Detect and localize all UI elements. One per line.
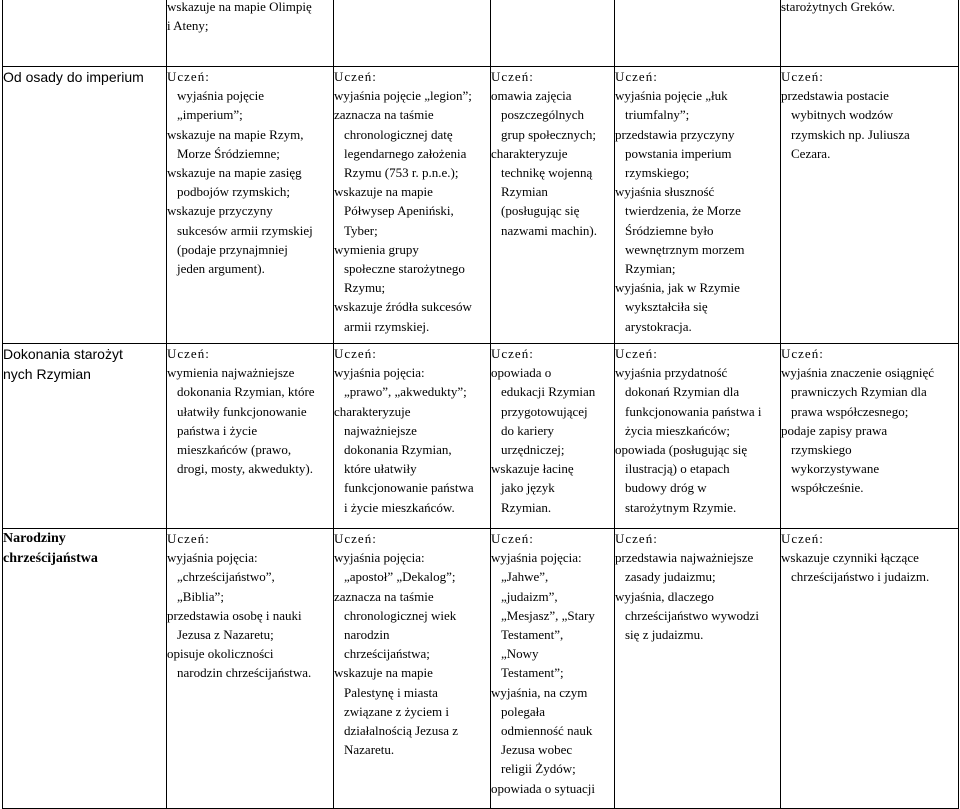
- student-label: Uczeń:: [491, 69, 534, 84]
- topic-cell: [3, 67, 167, 344]
- requirement-line: Rzymu (753 r. p.n.e.);: [344, 165, 459, 181]
- requirement-line: urzędniczej;: [501, 442, 565, 458]
- requirement-line: wyjaśnia pojęcia:: [334, 550, 425, 566]
- requirement-line: Testament”;: [501, 665, 564, 681]
- requirement-line: starożytnych Greków.: [781, 0, 895, 14]
- requirement-line: dokonań Rzymian dla: [625, 384, 740, 400]
- requirement-line: które ułatwiły: [344, 461, 417, 477]
- requirement-line: wskazuje na mapie: [334, 184, 433, 200]
- requirement-line: opowiada o: [491, 365, 552, 381]
- requirement-line: technikę wojenną: [501, 165, 593, 181]
- requirement-line: prawa współczesnego;: [791, 403, 909, 419]
- student-label: Uczeń:: [167, 346, 210, 361]
- requirement-line: funkcjonowanie państwa: [344, 480, 474, 496]
- requirement-line: działalnością Jezusa z: [344, 723, 459, 739]
- requirement-line: charakteryzuje: [334, 403, 411, 419]
- student-label: Uczeń:: [781, 346, 824, 361]
- requirement-line: ułatwiły funkcjonowanie: [177, 403, 307, 419]
- student-label: Uczeń:: [491, 346, 534, 361]
- requirement-line: Rzymian.: [501, 499, 552, 515]
- requirement-line: przedstawia osobę i nauki: [167, 607, 302, 623]
- level-5-cell: [781, 0, 959, 67]
- requirement-line: Śródziemne było: [625, 222, 714, 238]
- requirement-line: wykształciła się: [625, 299, 708, 315]
- requirement-line: nazwami machin).: [501, 222, 598, 238]
- table-row-narodziny: [3, 529, 959, 809]
- requirement-line: „prawo”, „akwedukty”;: [344, 384, 467, 400]
- requirement-line: sukcesów armii rzymskiej: [177, 222, 313, 238]
- requirement-line: wskazuje łacinę: [491, 461, 574, 477]
- requirement-line: wyjaśnia znaczenie osiągnięć: [781, 365, 935, 381]
- requirement-line: legendarnego założenia: [344, 145, 467, 161]
- requirement-line: chronologicznej datę: [344, 126, 453, 142]
- requirement-line: Rzymu;: [344, 280, 386, 296]
- requirement-line: chrześcijaństwo i judaizm.: [791, 569, 930, 585]
- requirement-line: się z judaizmu.: [625, 627, 704, 643]
- requirement-line: zaznacza na taśmie: [334, 107, 434, 123]
- requirement-line: Jezusa wobec: [501, 742, 573, 758]
- requirement-line: prawniczych Rzymian dla: [791, 384, 927, 400]
- requirement-line: wybitnych wodzów: [791, 107, 894, 123]
- requirement-line: grup społecznych;: [501, 126, 596, 142]
- level-3-cell: [491, 529, 615, 809]
- requirement-line: „Jahwe”,: [501, 569, 549, 585]
- level-2-cell: [334, 67, 491, 344]
- requirement-line: państwa i życie: [177, 422, 258, 438]
- requirement-line: odmienność nauk: [501, 723, 593, 739]
- requirement-line: przedstawia postacie: [781, 88, 889, 104]
- requirement-line: i Ateny;: [167, 18, 209, 34]
- level-1-cell: [167, 344, 334, 529]
- level-5-cell: [781, 529, 959, 809]
- requirement-line: religii Żydów;: [501, 761, 576, 777]
- requirement-line: i życie mieszkańców.: [344, 499, 455, 515]
- requirement-line: budowy dróg w: [625, 480, 707, 496]
- topic-title: Narodziny: [3, 531, 66, 546]
- requirement-line: „imperium”;: [177, 107, 243, 123]
- level-4-cell: [615, 344, 781, 529]
- requirement-line: chrześcijaństwo wywodzi: [625, 607, 759, 623]
- requirement-line: życia mieszkańców;: [625, 422, 731, 438]
- level-4-cell: [615, 67, 781, 344]
- requirement-line: współcześnie.: [791, 480, 864, 496]
- requirement-line: jako język: [501, 480, 555, 496]
- requirement-line: wskazuje na mapie Rzym,: [167, 126, 304, 142]
- level-3-cell: [491, 344, 615, 529]
- requirement-line: wyjaśnia pojęcie: [177, 88, 264, 104]
- requirement-line: dokonania Rzymian, które: [177, 384, 315, 400]
- requirement-line: Testament”,: [501, 627, 564, 643]
- level-1-cell: [167, 0, 334, 67]
- requirement-line: funkcjonowania państwa i: [625, 403, 762, 419]
- level-1-cell: [167, 529, 334, 809]
- requirement-line: Palestynę i miasta: [344, 684, 438, 700]
- requirement-line: mieszkańców (prawo,: [177, 442, 292, 458]
- requirement-line: przedstawia przyczyny: [615, 126, 735, 142]
- requirement-line: narodzin: [344, 627, 390, 643]
- student-label: Uczeń:: [334, 346, 377, 361]
- requirement-line: narodzin chrześcijaństwa.: [177, 665, 312, 681]
- student-label: Uczeń:: [615, 346, 658, 361]
- requirement-line: Cezara.: [791, 145, 831, 161]
- requirement-line: wyjaśnia pojęcia:: [491, 550, 582, 566]
- topic-title: Dokonania starożyt: [3, 346, 123, 362]
- requirement-line: armii rzymskiej.: [344, 318, 430, 334]
- requirement-line: przedstawia najważniejsze: [615, 550, 754, 566]
- requirement-line: wskazuje czynniki łączące: [781, 550, 919, 566]
- requirement-line: wewnętrznym morzem: [625, 241, 745, 257]
- requirement-line: chrześcijaństwa;: [344, 646, 430, 662]
- requirement-line: społeczne starożytnego: [344, 261, 465, 277]
- topic-cell: [3, 529, 167, 809]
- requirement-line: (posługując się: [501, 203, 580, 219]
- table-body: [3, 0, 959, 809]
- topic-title: nych Rzymian: [3, 366, 91, 382]
- requirement-line: ilustracją) o etapach: [625, 461, 730, 477]
- topic-cell: [3, 344, 167, 529]
- requirement-line: „Mesjasz”, „Stary: [501, 607, 595, 623]
- student-label: Uczeń:: [781, 69, 824, 84]
- requirement-line: wskazuje na mapie Olimpię: [167, 0, 312, 14]
- student-label: Uczeń:: [615, 69, 658, 84]
- table-row-partial: [3, 0, 959, 67]
- requirement-line: rzymskiego: [791, 442, 852, 458]
- requirement-line: wskazuje źródła sukcesów: [334, 299, 472, 315]
- student-label: Uczeń:: [781, 531, 824, 546]
- requirement-line: wyjaśnia przydatność: [615, 365, 728, 381]
- requirement-line: wyjaśnia, jak w Rzymie: [615, 280, 740, 296]
- requirement-line: wskazuje na mapie zasięg: [167, 165, 302, 181]
- requirement-line: omawia zajęcia: [491, 88, 572, 104]
- requirement-line: wyjaśnia, na czym: [491, 684, 588, 700]
- requirement-line: „Nowy: [501, 646, 539, 662]
- requirement-line: wyjaśnia pojęcie „łuk: [615, 88, 728, 104]
- requirement-line: powstania imperium: [625, 145, 732, 161]
- requirement-line: poszczególnych: [501, 107, 585, 123]
- requirement-line: chronologicznej wiek: [344, 607, 457, 623]
- requirement-line: „judaizm”,: [501, 588, 558, 604]
- requirement-line: Rzymian;: [625, 261, 676, 277]
- requirement-line: „chrześcijaństwo”,: [177, 569, 275, 585]
- requirement-line: „Biblia”;: [177, 588, 224, 604]
- requirement-line: Nazaretu.: [344, 742, 395, 758]
- requirement-line: Półwysep Apeniński,: [344, 203, 454, 219]
- requirement-line: opowiada o sytuacji: [491, 780, 595, 796]
- requirement-line: podaje zapisy prawa: [781, 422, 888, 438]
- level-4-cell: [615, 0, 781, 67]
- student-label: Uczeń:: [491, 531, 534, 546]
- student-label: Uczeń:: [615, 531, 658, 546]
- requirement-line: do kariery: [501, 422, 555, 438]
- topic-cell: [3, 0, 167, 67]
- requirement-line: opowiada (posługując się: [615, 442, 748, 458]
- requirement-line: zasady judaizmu;: [625, 569, 716, 585]
- requirement-line: wyjaśnia pojęcie „legion”;: [334, 88, 472, 104]
- curriculum-table: [2, 0, 959, 809]
- level-5-cell: [781, 67, 959, 344]
- student-label: Uczeń:: [334, 531, 377, 546]
- requirement-line: Rzymian: [501, 184, 548, 200]
- requirement-line: wyjaśnia pojęcia:: [167, 550, 258, 566]
- requirement-line: Morze Śródziemne;: [177, 145, 280, 161]
- requirement-line: edukacji Rzymian: [501, 384, 596, 400]
- table-row-od-osady: [3, 67, 959, 344]
- requirement-line: najważniejsze: [344, 422, 417, 438]
- level-2-cell: [334, 344, 491, 529]
- requirement-line: rzymskiego;: [625, 165, 690, 181]
- requirement-line: drogi, mosty, akwedukty).: [177, 461, 313, 477]
- requirement-line: charakteryzuje: [491, 145, 568, 161]
- level-2-cell: [334, 0, 491, 67]
- requirement-line: dokonania Rzymian,: [344, 442, 452, 458]
- requirement-line: wykorzystywane: [791, 461, 880, 477]
- student-label: Uczeń:: [334, 69, 377, 84]
- requirement-line: triumfalny”;: [625, 107, 690, 123]
- requirement-line: polegała: [501, 703, 546, 719]
- requirement-line: wyjaśnia, dlaczego: [615, 588, 714, 604]
- table-row-dokonania: [3, 344, 959, 529]
- requirement-line: arystokracja.: [625, 318, 692, 334]
- level-5-cell: [781, 344, 959, 529]
- requirement-line: zaznacza na taśmie: [334, 588, 434, 604]
- requirement-line: wymienia najważniejsze: [167, 365, 295, 381]
- topic-title: chrześcijaństwa: [3, 551, 98, 566]
- requirement-line: wskazuje na mapie: [334, 665, 433, 681]
- requirement-line: wyjaśnia słuszność: [615, 184, 715, 200]
- level-2-cell: [334, 529, 491, 809]
- requirement-line: wyjaśnia pojęcia:: [334, 365, 425, 381]
- requirement-line: opisuje okoliczności: [167, 646, 274, 662]
- level-4-cell: [615, 529, 781, 809]
- level-1-cell: [167, 67, 334, 344]
- requirement-line: wymienia grupy: [334, 241, 419, 257]
- requirement-line: „apostoł” „Dekalog”;: [344, 569, 456, 585]
- topic-title: Od osady do imperium: [3, 69, 144, 85]
- requirement-line: Tyber;: [344, 222, 378, 238]
- requirement-line: związane z życiem i: [344, 703, 450, 719]
- requirement-line: (podaje przynajmniej: [177, 241, 288, 257]
- requirement-line: podbojów rzymskich;: [177, 184, 291, 200]
- requirement-line: wskazuje przyczyny: [167, 203, 273, 219]
- requirement-line: jeden argument).: [177, 261, 265, 277]
- requirement-line: rzymskich np. Juliusza: [791, 126, 910, 142]
- requirement-line: twierdzenia, że Morze: [625, 203, 741, 219]
- student-label: Uczeń:: [167, 531, 210, 546]
- requirement-line: przygotowującej: [501, 403, 588, 419]
- level-3-cell: [491, 67, 615, 344]
- requirement-line: starożytnym Rzymie.: [625, 499, 737, 515]
- student-label: Uczeń:: [167, 69, 210, 84]
- requirement-line: Jezusa z Nazaretu;: [177, 627, 274, 643]
- level-3-cell: [491, 0, 615, 67]
